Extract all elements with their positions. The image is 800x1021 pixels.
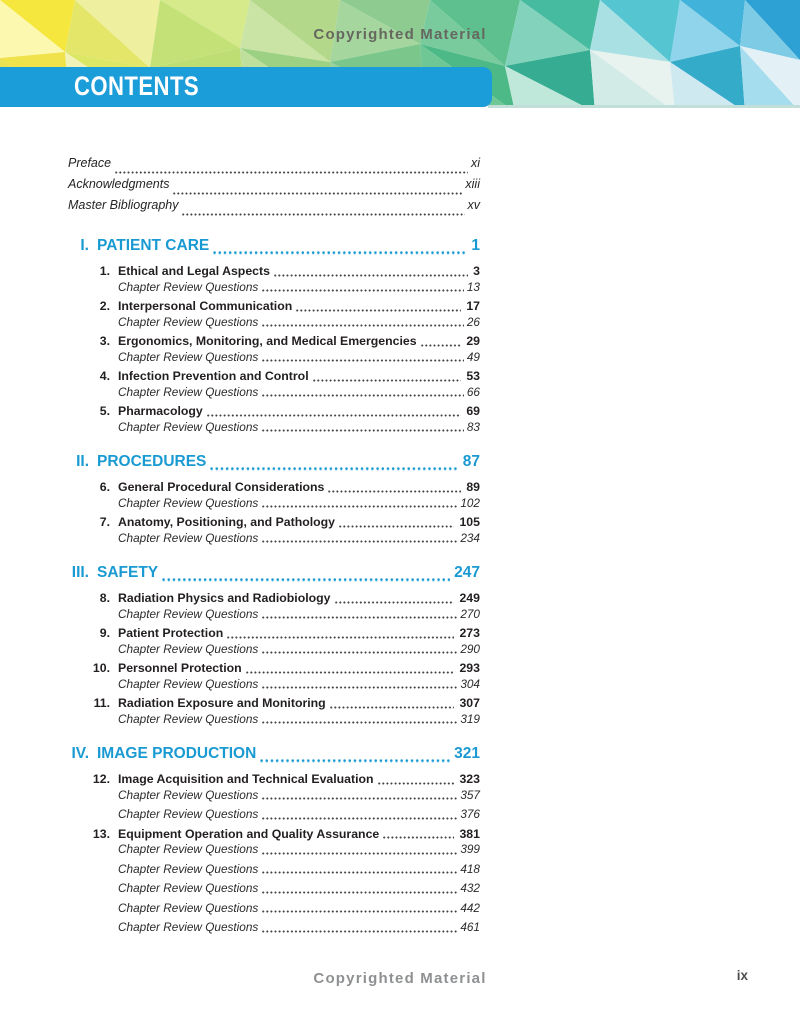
section-heading-row bbox=[68, 237, 480, 257]
section-heading-row bbox=[68, 564, 480, 584]
review-title: Chapter Review Questions bbox=[118, 606, 259, 621]
section-heading-row bbox=[68, 453, 480, 473]
dot-leader bbox=[262, 651, 457, 654]
review-title: Chapter Review Questions bbox=[118, 419, 259, 434]
toc-section bbox=[68, 564, 480, 727]
dot-leader bbox=[262, 616, 457, 619]
section-numeral: IV. bbox=[71, 745, 89, 762]
chapter-page-number: 307 bbox=[459, 696, 480, 710]
chapter-page-number: 273 bbox=[459, 626, 480, 640]
dot-leader bbox=[262, 324, 464, 327]
dot-leader bbox=[262, 505, 457, 508]
review-page-number: 49 bbox=[466, 349, 480, 364]
front-matter-row bbox=[68, 156, 480, 177]
chapter-page-number: 249 bbox=[459, 591, 480, 605]
section-heading-row bbox=[68, 745, 480, 765]
chapter-row bbox=[68, 369, 480, 385]
review-page-number: 26 bbox=[466, 314, 480, 329]
dot-leader bbox=[182, 213, 464, 216]
section-page-number: 247 bbox=[454, 564, 480, 581]
review-row bbox=[68, 862, 480, 878]
chapter-number: 2. bbox=[99, 299, 110, 313]
toc-section bbox=[68, 237, 480, 435]
chapter-title: Ethical and Legal Aspects bbox=[118, 264, 270, 278]
dot-leader bbox=[262, 289, 464, 292]
review-row bbox=[68, 807, 480, 823]
chapter-row bbox=[68, 772, 480, 788]
section-title: SAFETY bbox=[97, 564, 159, 581]
review-page-number: 432 bbox=[460, 881, 480, 895]
review-page-number: 304 bbox=[460, 676, 480, 691]
review-row bbox=[68, 350, 480, 366]
section-title: IMAGE PRODUCTION bbox=[97, 745, 257, 762]
dot-leader bbox=[262, 686, 457, 689]
chapter-row bbox=[68, 626, 480, 642]
dot-leader bbox=[262, 910, 457, 913]
entry-page-number: xv bbox=[467, 198, 480, 212]
entry-title: Preface bbox=[68, 156, 112, 170]
chapter-page-number: 69 bbox=[466, 404, 480, 418]
chapter-number: 8. bbox=[99, 591, 110, 605]
dot-leader bbox=[262, 540, 457, 543]
review-page-number: 418 bbox=[460, 861, 480, 876]
dot-leader bbox=[313, 379, 462, 382]
section-page-number: 1 bbox=[471, 237, 480, 254]
review-page-number: 102 bbox=[460, 495, 480, 510]
chapter-title: Image Acquisition and Technical Evaluation bbox=[118, 772, 374, 786]
chapter-number: 1. bbox=[99, 264, 110, 278]
chapter-title: Patient Protection bbox=[118, 626, 224, 640]
dot-leader bbox=[260, 759, 450, 762]
chapter-row bbox=[68, 404, 480, 420]
review-row bbox=[68, 607, 480, 623]
chapter-title: Anatomy, Positioning, and Pathology bbox=[118, 515, 336, 529]
dot-leader bbox=[378, 782, 455, 785]
section-entries bbox=[68, 591, 480, 727]
entry-page-number: xiii bbox=[465, 177, 480, 191]
chapter-number: 3. bbox=[99, 334, 110, 348]
review-title: Chapter Review Questions bbox=[118, 530, 259, 545]
review-title: Chapter Review Questions bbox=[118, 861, 259, 876]
dot-leader bbox=[262, 871, 457, 874]
dot-leader bbox=[227, 636, 454, 639]
dot-leader bbox=[115, 171, 468, 174]
dot-leader bbox=[262, 797, 457, 800]
section-title: PROCEDURES bbox=[97, 453, 207, 470]
review-row bbox=[68, 842, 480, 858]
chapter-page-number: 53 bbox=[466, 369, 480, 383]
section-entries bbox=[68, 264, 480, 435]
toc-section bbox=[68, 453, 480, 546]
review-page-number: 461 bbox=[460, 920, 480, 934]
review-title: Chapter Review Questions bbox=[118, 787, 259, 802]
dot-leader bbox=[262, 817, 457, 820]
review-title: Chapter Review Questions bbox=[118, 349, 259, 364]
chapter-row bbox=[68, 515, 480, 531]
table-of-contents bbox=[68, 156, 480, 936]
review-page-number: 13 bbox=[466, 279, 480, 294]
review-row bbox=[68, 642, 480, 658]
chapter-title: Infection Prevention and Control bbox=[118, 369, 309, 383]
section-numeral: I. bbox=[80, 237, 89, 254]
dot-leader bbox=[213, 251, 467, 254]
chapter-title: General Procedural Considerations bbox=[118, 480, 325, 494]
chapter-row bbox=[68, 299, 480, 315]
chapter-page-number: 3 bbox=[473, 264, 480, 278]
dot-leader bbox=[330, 706, 455, 709]
review-row bbox=[68, 788, 480, 804]
dot-leader bbox=[262, 852, 457, 855]
chapter-row bbox=[68, 661, 480, 677]
dot-leader bbox=[207, 414, 462, 417]
chapter-title: Radiation Exposure and Monitoring bbox=[118, 696, 326, 710]
dot-leader bbox=[262, 359, 464, 362]
dot-leader bbox=[339, 525, 454, 528]
dot-leader bbox=[335, 601, 455, 604]
front-matter-row bbox=[68, 198, 480, 219]
dot-leader bbox=[383, 836, 454, 839]
review-page-number: 442 bbox=[460, 900, 480, 915]
review-title: Chapter Review Questions bbox=[118, 384, 259, 399]
chapter-page-number: 89 bbox=[466, 480, 480, 494]
section-numeral: II. bbox=[76, 453, 89, 470]
section-list bbox=[68, 237, 480, 936]
chapter-page-number: 381 bbox=[459, 826, 480, 841]
chapter-page-number: 17 bbox=[466, 299, 480, 313]
review-title: Chapter Review Questions bbox=[118, 900, 259, 915]
chapter-page-number: 323 bbox=[459, 772, 480, 786]
entry-title: Master Bibliography bbox=[68, 198, 179, 212]
dot-leader bbox=[262, 930, 457, 933]
section-numeral: III. bbox=[71, 564, 89, 581]
contents-banner bbox=[0, 67, 492, 107]
review-row bbox=[68, 901, 480, 917]
review-row bbox=[68, 385, 480, 401]
dot-leader bbox=[262, 429, 464, 432]
chapter-title: Pharmacology bbox=[118, 404, 203, 418]
chapter-number: 13. bbox=[92, 826, 110, 841]
dot-leader bbox=[421, 344, 462, 347]
chapter-number: 7. bbox=[99, 515, 110, 529]
chapter-number: 6. bbox=[99, 480, 110, 494]
dot-leader bbox=[296, 309, 461, 312]
page-header bbox=[0, 0, 800, 112]
review-page-number: 234 bbox=[460, 530, 480, 545]
review-row bbox=[68, 531, 480, 547]
review-page-number: 376 bbox=[460, 807, 480, 821]
section-entries bbox=[68, 480, 480, 546]
chapter-row bbox=[68, 480, 480, 496]
chapter-title: Radiation Physics and Radiobiology bbox=[118, 591, 331, 605]
chapter-page-number: 29 bbox=[466, 334, 480, 348]
chapter-row bbox=[68, 334, 480, 350]
section-title: PATIENT CARE bbox=[97, 237, 210, 254]
chapter-number: 5. bbox=[99, 404, 110, 418]
chapter-page-number: 105 bbox=[459, 515, 480, 529]
entry-title: Acknowledgments bbox=[68, 177, 170, 191]
review-title: Chapter Review Questions bbox=[118, 676, 259, 691]
review-page-number: 357 bbox=[460, 787, 480, 802]
section-entries bbox=[68, 772, 480, 936]
front-matter-row bbox=[68, 177, 480, 198]
dot-leader bbox=[210, 467, 458, 470]
review-page-number: 83 bbox=[466, 419, 480, 434]
review-title: Chapter Review Questions bbox=[118, 495, 259, 510]
review-title: Chapter Review Questions bbox=[118, 314, 259, 329]
review-row bbox=[68, 920, 480, 936]
review-row bbox=[68, 677, 480, 693]
front-matter-list bbox=[68, 156, 480, 219]
section-page-number: 321 bbox=[454, 745, 480, 762]
copyright-watermark-bottom: Copyrighted Material bbox=[313, 970, 487, 987]
dot-leader bbox=[262, 394, 464, 397]
review-title: Chapter Review Questions bbox=[118, 807, 259, 821]
chapter-number: 10. bbox=[92, 661, 110, 675]
review-title: Chapter Review Questions bbox=[118, 279, 259, 294]
chapter-row bbox=[68, 827, 480, 843]
review-row bbox=[68, 315, 480, 331]
chapter-number: 9. bbox=[99, 626, 110, 640]
dot-leader bbox=[274, 274, 468, 277]
copyright-watermark-top: Copyrighted Material bbox=[313, 26, 487, 43]
dot-leader bbox=[162, 578, 450, 581]
chapter-title: Interpersonal Communication bbox=[118, 299, 293, 313]
dot-leader bbox=[262, 721, 457, 724]
review-page-number: 290 bbox=[460, 641, 480, 656]
chapter-row bbox=[68, 264, 480, 280]
dot-leader bbox=[246, 671, 455, 674]
page-title: CONTENTS bbox=[74, 70, 200, 101]
review-row bbox=[68, 881, 480, 897]
review-title: Chapter Review Questions bbox=[118, 881, 259, 895]
chapter-title: Ergonomics, Monitoring, and Medical Emergencies bbox=[118, 334, 417, 348]
dot-leader bbox=[173, 192, 462, 195]
review-title: Chapter Review Questions bbox=[118, 842, 259, 856]
chapter-title: Personnel Protection bbox=[118, 661, 242, 675]
review-row bbox=[68, 420, 480, 436]
chapter-number: 4. bbox=[99, 369, 110, 383]
chapter-row bbox=[68, 591, 480, 607]
chapter-number: 11. bbox=[93, 696, 110, 710]
chapter-page-number: 293 bbox=[459, 661, 480, 675]
review-page-number: 319 bbox=[460, 711, 480, 726]
dot-leader bbox=[262, 891, 457, 894]
section-page-number: 87 bbox=[462, 453, 480, 470]
chapter-number: 12. bbox=[92, 772, 110, 786]
page-number-folio: ix bbox=[736, 968, 748, 983]
dot-leader bbox=[328, 490, 461, 493]
review-page-number: 66 bbox=[466, 384, 480, 399]
review-row bbox=[68, 496, 480, 512]
review-title: Chapter Review Questions bbox=[118, 641, 259, 656]
chapter-title: Equipment Operation and Quality Assurance bbox=[118, 826, 380, 841]
chapter-row bbox=[68, 696, 480, 712]
entry-page-number: xi bbox=[470, 156, 480, 170]
review-title: Chapter Review Questions bbox=[118, 711, 259, 726]
toc-section bbox=[68, 745, 480, 936]
review-title: Chapter Review Questions bbox=[118, 920, 259, 934]
review-row bbox=[68, 712, 480, 728]
review-page-number: 399 bbox=[460, 842, 480, 856]
review-row bbox=[68, 280, 480, 296]
review-page-number: 270 bbox=[460, 606, 480, 621]
